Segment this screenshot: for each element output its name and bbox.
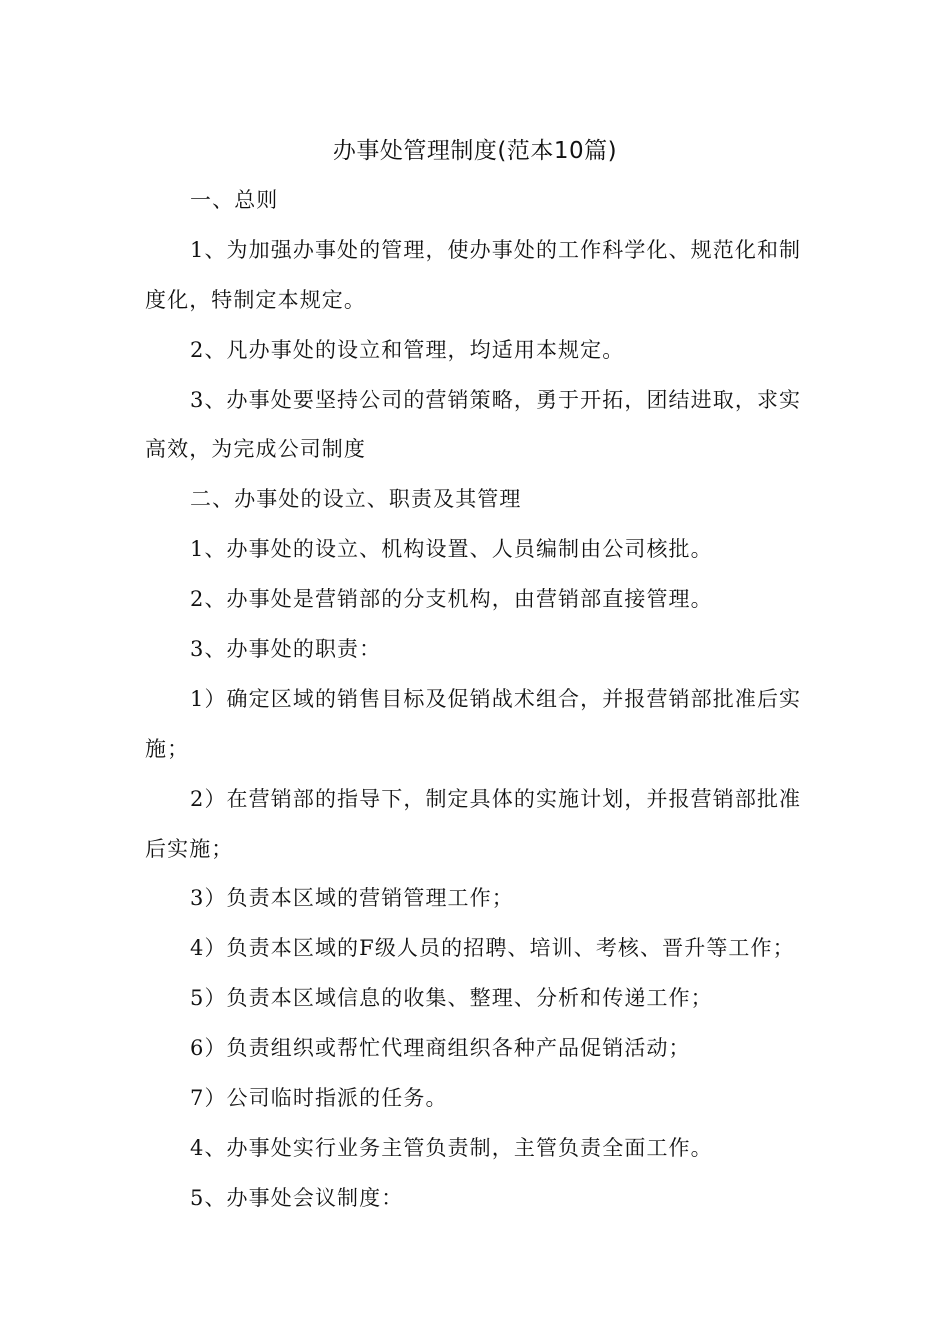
paragraph-line: 1、办事处的设立、机构设置、人员编制由公司核批。: [190, 537, 713, 561]
paragraph-line: 1、为加强办事处的管理，使办事处的工作科学化、规范化和制: [190, 238, 802, 262]
section-heading: 二、办事处的设立、职责及其管理: [190, 487, 522, 511]
paragraph-line: 3、办事处的职责：: [190, 637, 382, 661]
list-item-line: 1）确定区域的销售目标及促销战术组合，并报营销部批准后实: [190, 687, 802, 711]
paragraph-line: 4、办事处实行业务主管负责制，主管负责全面工作。: [190, 1136, 713, 1160]
document-title: 办事处管理制度(范本10篇): [332, 138, 618, 164]
list-item-line: 6）负责组织或帮忙代理商组织各种产品促销活动；: [190, 1036, 691, 1060]
paragraph-line: 3、办事处要坚持公司的营销策略，勇于开拓，团结进取，求实: [190, 388, 802, 412]
section-heading: 一、总则: [190, 188, 279, 212]
paragraph-line: 2、凡办事处的设立和管理，均适用本规定。: [190, 338, 625, 362]
list-item-line: 2）在营销部的指导下，制定具体的实施计划，并报营销部批准: [190, 787, 802, 811]
paragraph-line: 5、办事处会议制度：: [190, 1186, 404, 1210]
list-item-line: 施；: [145, 737, 190, 761]
list-item-line: 后实施；: [145, 837, 234, 861]
paragraph-line: 度化，特制定本规定。: [145, 288, 366, 312]
paragraph-line: 高效，为完成公司制度: [145, 437, 366, 461]
list-item-line: 3）负责本区域的营销管理工作；: [190, 886, 514, 910]
list-item-line: 5）负责本区域信息的收集、整理、分析和传递工作；: [190, 986, 713, 1010]
list-item-line: 4）负责本区域的F级人员的招聘、培训、考核、晋升等工作；: [190, 936, 795, 960]
list-item-line: 7）公司临时指派的任务。: [190, 1086, 448, 1110]
paragraph-line: 2、办事处是营销部的分支机构，由营销部直接管理。: [190, 587, 713, 611]
